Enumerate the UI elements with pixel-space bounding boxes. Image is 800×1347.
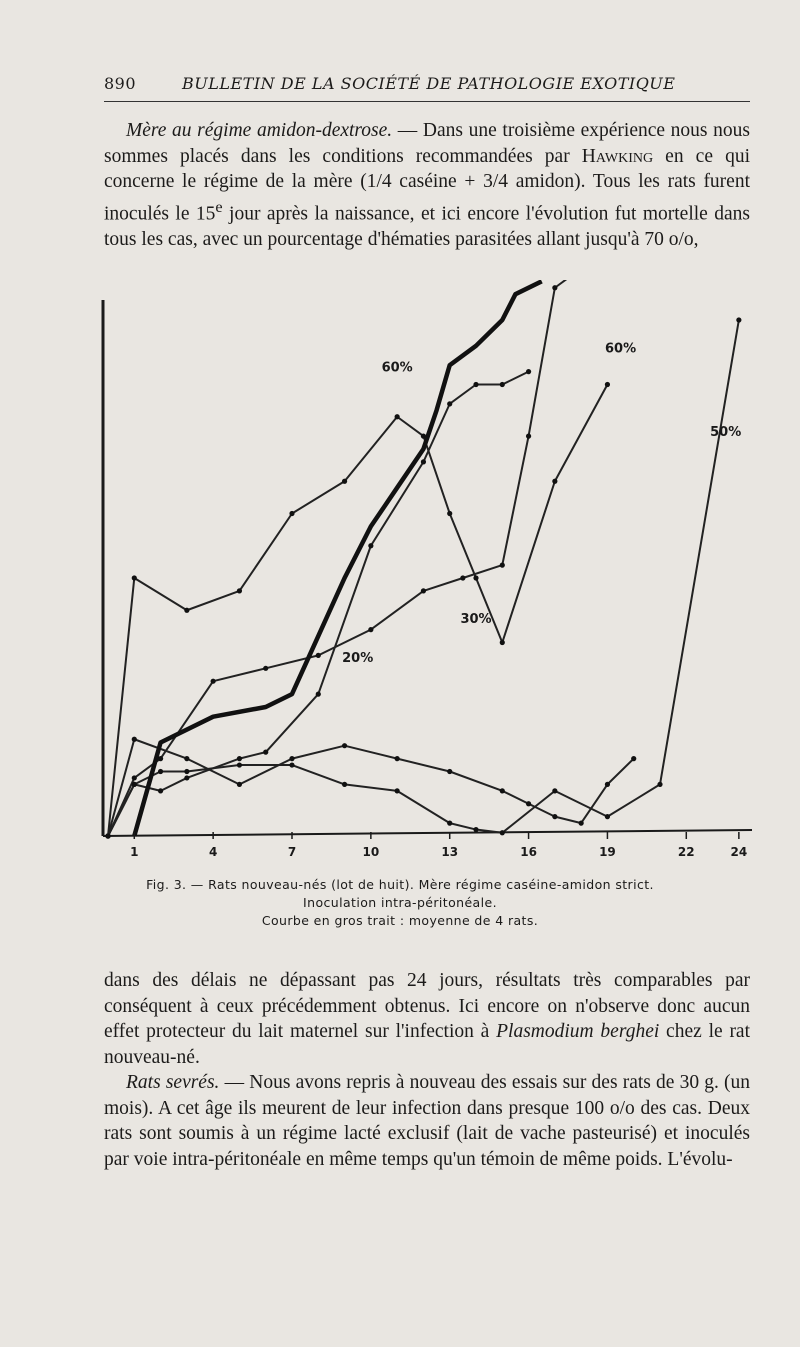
percent-annotation: 50% [710, 425, 742, 441]
data-point [184, 608, 189, 613]
data-point [605, 382, 610, 387]
data-point [342, 782, 347, 787]
data-point [395, 788, 400, 793]
data-point [368, 543, 373, 548]
percent-annotation: 30% [460, 612, 492, 628]
data-point [132, 775, 137, 780]
caption-line-1: Fig. 3. — Rats nouveau-nés (lot de huit). Mère régime caséine-amidon strict. [146, 877, 654, 892]
x-tick-label: 10 [362, 845, 380, 859]
data-point [211, 679, 216, 684]
section-lead: Mère au régime amidon-dextrose. [126, 120, 393, 141]
data-point [447, 821, 452, 826]
data-point [473, 827, 478, 832]
data-point [605, 782, 610, 787]
data-point [526, 801, 531, 806]
data-point [316, 653, 321, 658]
data-point [500, 788, 505, 793]
data-point [395, 414, 400, 419]
running-title: BULLETIN DE LA SOCIÉTÉ DE PATHOLOGIE EXOTIQUE [182, 74, 676, 93]
data-point [579, 821, 584, 826]
data-point [421, 588, 426, 593]
data-point [631, 756, 636, 761]
page-number: 890 [104, 74, 137, 93]
running-header [104, 74, 750, 98]
data-point [447, 401, 452, 406]
x-tick-label: 13 [441, 845, 459, 859]
data-point [526, 369, 531, 374]
para-bottom-text-3: — Nous avons repris à nouveau des essais sur des rats de 30 g. (un mois). A cet âge ils meurent de leur infection dans presque 100 o/o des cas. Deux rats sont soumis à un régime lacté exclusif (lait de vache pasteurisé) et inoculés par voie intra-péritonéale en même temps qu'un témoin de même poids. L'évolu- [104, 1072, 750, 1170]
data-point [132, 737, 137, 742]
data-point [237, 588, 242, 593]
series-line-5 [108, 372, 529, 836]
data-point [342, 743, 347, 748]
data-point [342, 479, 347, 484]
data-point [605, 814, 610, 819]
x-tick-label: 4 [208, 845, 218, 859]
data-point [237, 782, 242, 787]
data-point [263, 750, 268, 755]
data-point [184, 769, 189, 774]
x-tick-label: 1 [130, 845, 139, 859]
x-tick-label: 19 [599, 845, 616, 859]
caption-line-3: Courbe en gros trait : moyenne de 4 rats. [261, 913, 539, 928]
x-tick-label: 7 [287, 845, 297, 859]
paragraph-top [104, 118, 750, 252]
data-point [132, 575, 137, 580]
data-point [237, 756, 242, 761]
para-text-2: en ce qui concerne le régime de la mère (1/4 caséine + 3/4 amidon). Tous les rats furent inoculés le 15 [104, 145, 750, 224]
superscript-e: e [215, 197, 223, 216]
data-point [657, 782, 662, 787]
data-point [473, 575, 478, 580]
data-point [447, 769, 452, 774]
data-point [132, 782, 137, 787]
data-point [736, 317, 741, 322]
data-point [500, 563, 505, 568]
data-point [460, 575, 465, 580]
para-text-1: — Dans une troisième expérience nous nous sommes placés dans les conditions recommandées par [104, 120, 750, 167]
data-point [473, 382, 478, 387]
data-point [158, 788, 163, 793]
data-point [500, 830, 505, 835]
percent-annotation: 60% [605, 341, 637, 357]
data-point [368, 627, 373, 632]
para-bottom-text-2: chez le rat nouveau-né. [104, 1021, 751, 1068]
caption-line-2: Inoculation intra-péritonéale. [303, 895, 497, 910]
figure-caption [100, 876, 700, 930]
data-point [395, 756, 400, 761]
data-point [263, 666, 268, 671]
data-point [184, 756, 189, 761]
data-point [105, 833, 110, 838]
figure-3-chart [0, 280, 800, 870]
data-point [184, 775, 189, 780]
percent-annotation: 20% [342, 650, 374, 666]
data-point [158, 769, 163, 774]
data-point [289, 756, 294, 761]
x-tick-label: 16 [520, 845, 537, 859]
x-axis-line [103, 830, 752, 836]
data-point [316, 692, 321, 697]
data-point [500, 382, 505, 387]
series-line-2 [108, 385, 607, 837]
data-point [421, 459, 426, 464]
percent-annotation: 60% [381, 360, 413, 376]
section-lead-2: Rats sevrés. [126, 1072, 220, 1093]
x-tick-label: 24 [730, 845, 748, 859]
mean-line [134, 281, 541, 836]
x-tick-label: 22 [677, 845, 695, 859]
species-name: Plasmodium berghei [496, 1021, 660, 1042]
data-point [552, 814, 557, 819]
paragraph-bottom [104, 968, 750, 1172]
series-line-1 [108, 320, 742, 836]
data-point [289, 762, 294, 767]
header-rule [104, 101, 750, 102]
data-point [552, 479, 557, 484]
data-point [289, 511, 294, 516]
data-point [237, 762, 242, 767]
data-point [552, 788, 557, 793]
data-point [447, 511, 452, 516]
data-point [500, 640, 505, 645]
para-bottom-text-1: dans des délais ne dépassant pas 24 jours, résultats très comparables par conséquent à ceux précédemment obtenus. Ici encore on n'observe donc aucun effet protecteur du lait maternel sur l'infection à [104, 970, 750, 1042]
para-text-3: jour après la naissance, et ici encore l'évolution fut mortelle dans tous les cas, avec un pourcentage d'hématies parasitées allant jusqu'à 70 o/o, [104, 203, 750, 250]
data-point [552, 285, 557, 290]
data-point [526, 434, 531, 439]
author-name: Hawking [581, 145, 654, 167]
